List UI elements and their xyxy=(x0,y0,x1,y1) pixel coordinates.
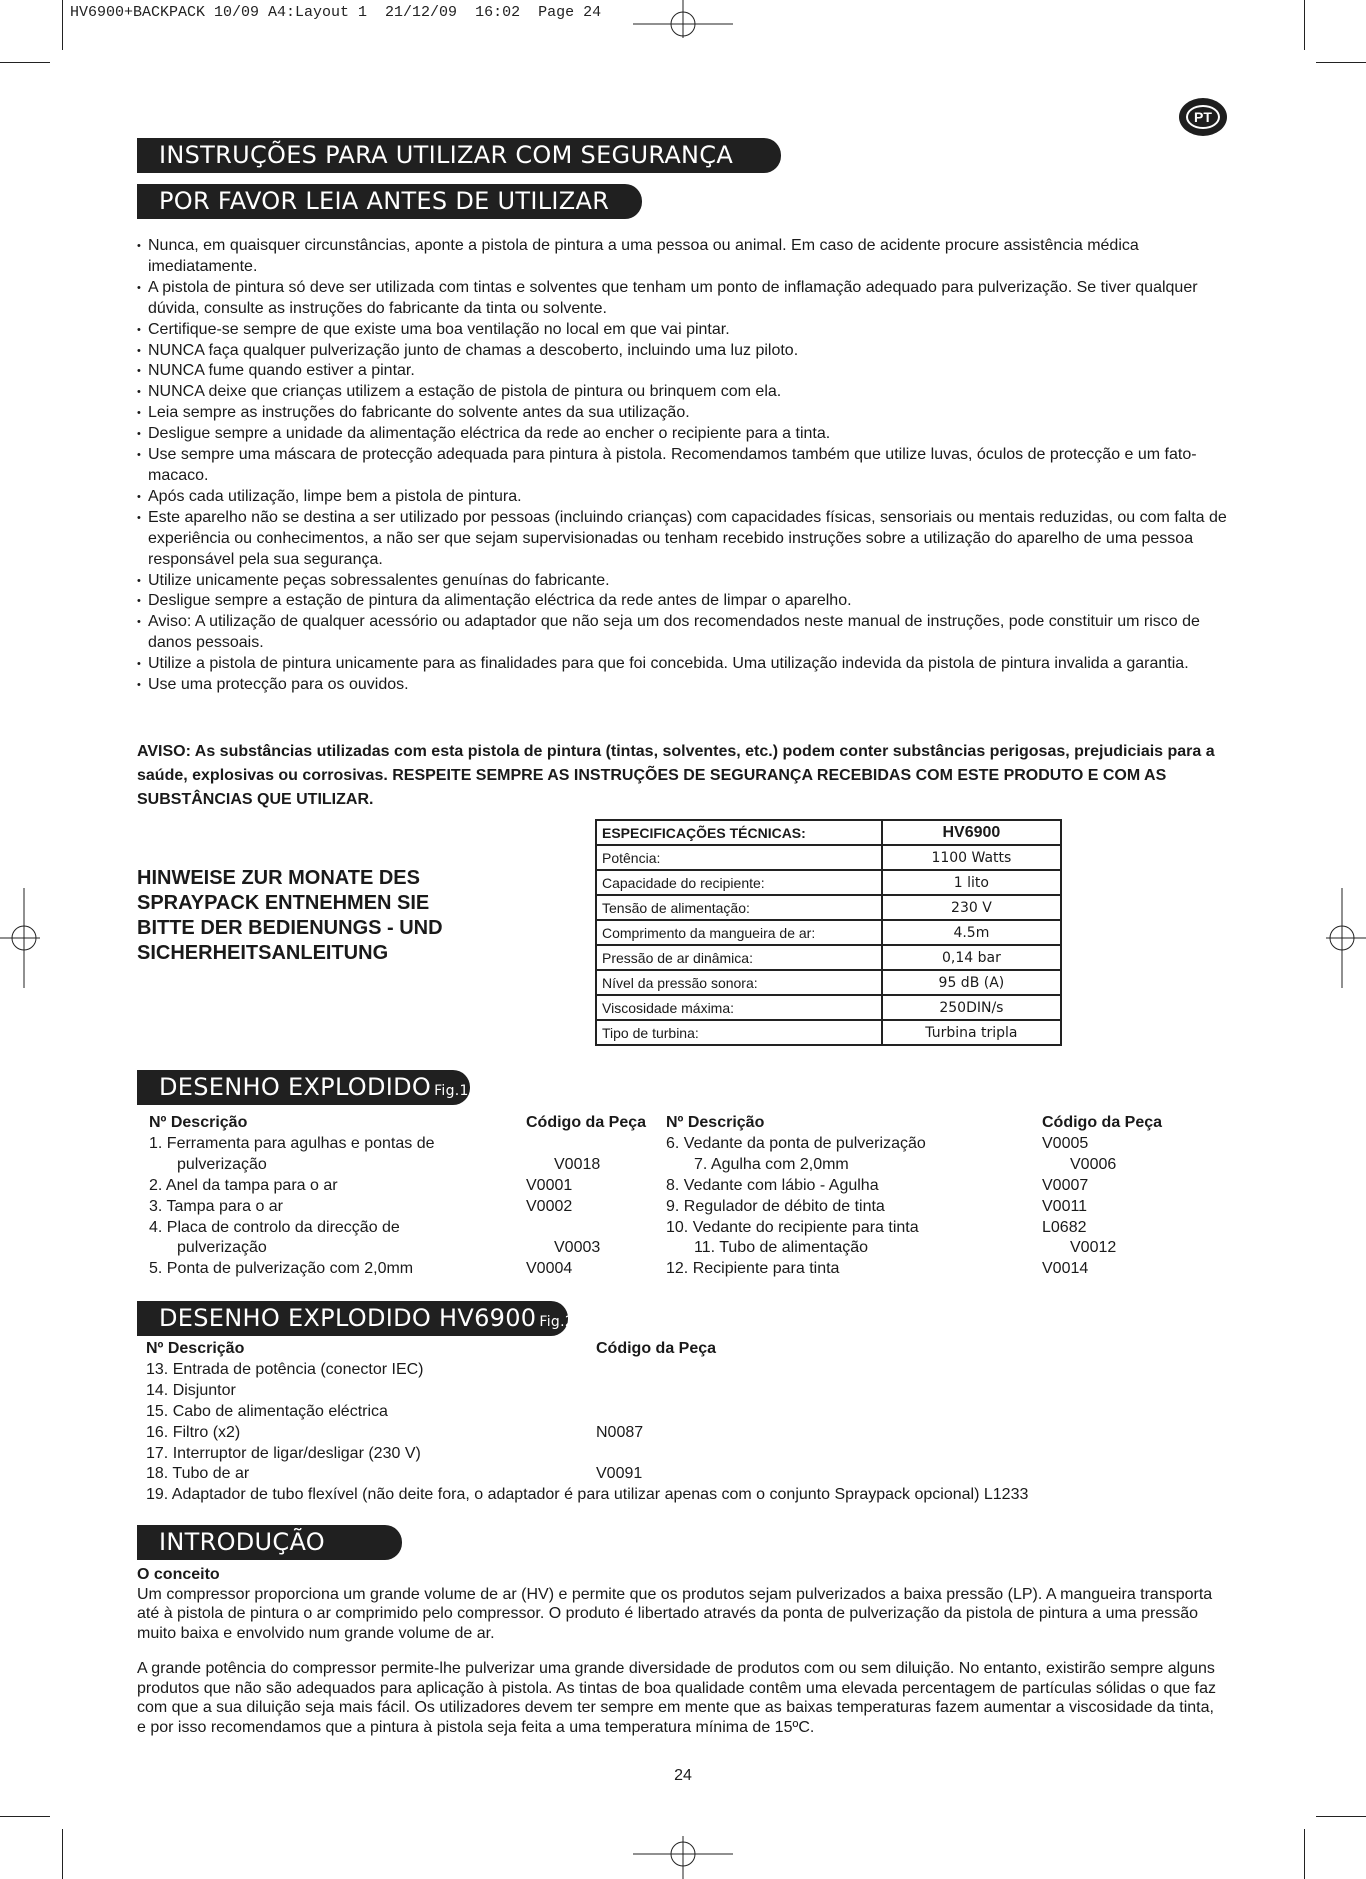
part-description: 2. Anel da tampa para o ar xyxy=(149,1176,338,1194)
part-description: 4. Placa de controlo da direcção de xyxy=(149,1218,400,1236)
part-code: V0005 xyxy=(1042,1134,1089,1152)
read-first-banner-title: POR FAVOR LEIA ANTES DE UTILIZAR xyxy=(159,187,610,215)
introduction-text xyxy=(137,1565,1227,1753)
page-number: 24 xyxy=(674,1767,692,1784)
table-row xyxy=(149,1176,1210,1197)
part-code: N0087 xyxy=(596,1423,644,1441)
crop-mark xyxy=(1304,1829,1305,1879)
table-row xyxy=(146,1402,1028,1423)
table-row xyxy=(596,970,1061,995)
introduction-title: INTRODUÇÃO xyxy=(159,1528,325,1556)
list-item: • Use uma protecção para os ouvidos. xyxy=(137,675,1227,696)
list-item: • Este aparelho não se destina a ser utilizado por pessoas (incluindo crianças) com capacidades físicas, sensoriais ou mentais reduzidas, ou com falta de experiência ou conhecimentos, a não ser que sejam supervisionadas ou tenham recebido instruções sobre a utilização do aparelho de uma pessoa responsável pela sua segurança. xyxy=(137,508,1227,571)
introduction-subtitle: O conceito xyxy=(137,1566,220,1583)
part-description: 17. Interruptor de ligar/desligar (230 V) xyxy=(146,1444,421,1462)
part-code: V0004 xyxy=(526,1260,573,1278)
print-slug: HV6900+BACKPACK 10/09 A4:Layout 1 21/12/09 16:02 Page 24 xyxy=(70,4,602,21)
german-note: HINWEISE ZUR MONATE DES SPRAYPACK ENTNEHMEN SIE BITTE DER BEDIENUNGS - UND SICHERHEITSANLEITUNG xyxy=(137,867,443,964)
list-item: • Aviso: A utilização de qualquer acessório ou adaptador que não seja um dos recomendados neste manual de instruções, pode constituir um risco de danos pessoais. xyxy=(137,612,1227,654)
parts-list-header xyxy=(149,1113,1210,1134)
table-row xyxy=(149,1155,1210,1176)
read-first-banner xyxy=(137,184,642,219)
spec-table xyxy=(595,819,1062,1046)
part-code: V0002 xyxy=(526,1197,573,1215)
part-description: 15. Cabo de alimentação eléctrica xyxy=(146,1402,388,1420)
table-row xyxy=(149,1134,1210,1155)
table-row xyxy=(596,995,1061,1020)
crop-mark xyxy=(1316,1816,1366,1817)
crop-mark xyxy=(1316,62,1366,63)
spec-label: Viscosidade máxima: xyxy=(596,995,882,1020)
column-header-description: Nº Descrição xyxy=(146,1340,245,1357)
spec-value: Turbina tripla xyxy=(882,1020,1061,1045)
spec-value: 95 dB (A) xyxy=(882,970,1061,995)
part-description: 16. Filtro (x2) xyxy=(146,1423,241,1441)
part-description: 18. Tubo de ar xyxy=(146,1465,250,1483)
hazard-warning: AVISO: As substâncias utilizadas com esta pistola de pintura (tintas, solventes, etc.) podem conter substâncias perigosas, prejudiciais para a saúde, explosivas ou corrosivas. RESPEITE SEMPRE AS INSTRUÇÕES DE SEGURANÇA RECEBIDAS COM ESTE PRODUTO E COM AS SUBSTÂNCIAS QUE UTILIZAR. xyxy=(137,743,1215,808)
part-description: 12. Recipiente para tinta xyxy=(666,1260,840,1278)
crop-mark xyxy=(1304,0,1305,50)
table-row xyxy=(146,1360,1028,1381)
table-row xyxy=(596,945,1061,970)
table-row xyxy=(596,845,1061,870)
list-item: • Desligue sempre a unidade da alimentação eléctrica da rede ao encher o recipiente para a tinta. xyxy=(137,424,1227,445)
table-row xyxy=(146,1381,1028,1402)
crop-mark xyxy=(0,62,50,63)
list-item: • NUNCA deixe que crianças utilizem a estação de pistola de pintura ou brinquem com ela. xyxy=(137,382,1227,403)
exploded-drawing-hv6900-title: DESENHO EXPLODIDO HV6900 xyxy=(159,1304,537,1332)
table-row xyxy=(146,1485,1028,1506)
table-row xyxy=(149,1197,1210,1218)
column-header-code: Código da Peça xyxy=(526,1114,647,1131)
part-description: 6. Vedante da ponta de pulverização xyxy=(666,1134,926,1152)
list-item: • Leia sempre as instruções do fabricante do solvente antes da sua utilização. xyxy=(137,403,1227,424)
spec-label: Capacidade do recipiente: xyxy=(596,870,882,895)
part-code: V0011 xyxy=(1042,1197,1088,1215)
figure-label: Fig.1 xyxy=(434,1083,469,1099)
part-code: V0012 xyxy=(1070,1239,1117,1257)
part-description: pulverização xyxy=(177,1155,267,1173)
part-code: V0091 xyxy=(596,1465,643,1483)
list-item: • Certifique-se sempre de que existe uma boa ventilação no local em que vai pintar. xyxy=(137,320,1227,341)
table-row xyxy=(596,870,1061,895)
spec-value: 4.5m xyxy=(882,920,1061,945)
list-item: • NUNCA faça qualquer pulverização junto de chamas a descoberto, incluindo uma luz piloto. xyxy=(137,341,1227,362)
table-row xyxy=(596,920,1061,945)
list-item: • Utilize a pistola de pintura unicamente para as finalidades para que foi concebida. Uma utilização indevida da pistola de pintura invalida a garantia. xyxy=(137,654,1227,675)
spec-label: Nível da pressão sonora: xyxy=(596,970,882,995)
part-description: 19. Adaptador de tubo flexível (não deite fora, o adaptador é para utilizar apenas com o conjunto Spraypack opcional) L1233 xyxy=(146,1486,1029,1504)
table-row xyxy=(149,1259,1210,1280)
spec-label: Potência: xyxy=(596,845,882,870)
spec-label: Comprimento da mangueira de ar: xyxy=(596,920,882,945)
part-code: V0001 xyxy=(526,1176,573,1194)
safety-banner xyxy=(137,138,781,173)
language-badge xyxy=(1179,98,1227,136)
part-code: V0003 xyxy=(554,1239,601,1257)
column-header-description: Nº Descrição xyxy=(149,1114,248,1131)
spec-header-label: ESPECIFICAÇÕES TÉCNICAS: xyxy=(596,820,882,845)
registration-mark-icon xyxy=(633,1836,733,1879)
table-row xyxy=(146,1444,1028,1465)
list-item: • Use sempre uma máscara de protecção adequada para pintura à pistola. Recomendamos também que utilize luvas, óculos de protecção e um fato-macaco. xyxy=(137,445,1227,487)
parts-list-fig1 xyxy=(149,1113,1210,1280)
column-header-code: Código da Peça xyxy=(596,1340,717,1357)
exploded-drawing-hv6900-banner xyxy=(137,1301,575,1336)
part-description: 3. Tampa para o ar xyxy=(149,1197,284,1215)
registration-mark-icon xyxy=(633,0,733,40)
crop-mark xyxy=(62,0,63,50)
column-header-code: Código da Peça xyxy=(1042,1114,1163,1131)
list-item: • Utilize unicamente peças sobressalentes genuínas do fabricante. xyxy=(137,571,1227,592)
part-code: V0006 xyxy=(1070,1155,1117,1173)
exploded-drawing-title: DESENHO EXPLODIDO xyxy=(159,1073,432,1101)
registration-mark-icon xyxy=(1326,888,1366,988)
part-code: L0682 xyxy=(1042,1218,1087,1236)
table-row xyxy=(149,1238,1210,1259)
safety-bullet-list xyxy=(137,236,1227,696)
introduction-paragraph: A grande potência do compressor permite-lhe pulverizar uma grande diversidade de produtos com ou sem diluição. No entanto, existirão sempre alguns produtos que não são adequados para aplicação à pistola. As tintas de boa qualidade contêm uma elevada percentagem de partículas sólidas o que faz com que a sua diluição seja mais fácil. Os utilizadores devem ter sempre em mente que as baixas temperaturas fazem aumentar a viscosidade da tinta, e por isso recomendamos que a pintura à pistola seja feita a uma temperatura mínima de 15ºC. xyxy=(137,1660,1216,1736)
part-code xyxy=(526,1218,666,1239)
introduction-banner xyxy=(137,1525,402,1560)
part-description: 1. Ferramenta para agulhas e pontas de xyxy=(149,1134,435,1152)
spec-label: Pressão de ar dinâmica: xyxy=(596,945,882,970)
language-badge-label: PT xyxy=(1186,105,1220,129)
spec-header-model: HV6900 xyxy=(882,820,1061,845)
table-row xyxy=(596,1020,1061,1045)
table-row xyxy=(146,1423,1028,1444)
figure-label: Fig.2 xyxy=(539,1314,575,1330)
parts-list-header xyxy=(146,1339,1028,1360)
registration-mark-icon xyxy=(0,888,40,988)
part-code: V0018 xyxy=(554,1155,601,1173)
column-header-description: Nº Descrição xyxy=(666,1114,765,1131)
table-row xyxy=(149,1218,1210,1239)
spec-value: 230 V xyxy=(882,895,1061,920)
crop-mark xyxy=(0,1816,50,1817)
safety-banner-title: INSTRUÇÕES PARA UTILIZAR COM SEGURANÇA xyxy=(159,141,734,169)
spec-label: Tipo de turbina: xyxy=(596,1020,882,1045)
spec-value: 0,14 bar xyxy=(882,945,1061,970)
table-row xyxy=(146,1464,1028,1485)
part-description: 9. Regulador de débito de tinta xyxy=(666,1197,885,1215)
exploded-drawing-banner xyxy=(137,1070,470,1105)
part-code: V0007 xyxy=(1042,1176,1089,1194)
spec-value: 1 lito xyxy=(882,870,1061,895)
part-description: 5. Ponta de pulverização com 2,0mm xyxy=(149,1260,414,1278)
list-item: • Após cada utilização, limpe bem a pistola de pintura. xyxy=(137,487,1227,508)
spec-table-header xyxy=(596,820,1061,845)
part-description: 10. Vedante do recipiente para tinta xyxy=(666,1218,919,1236)
part-description: 7. Agulha com 2,0mm xyxy=(694,1155,849,1173)
spec-value: 250DIN/s xyxy=(882,995,1061,1020)
crop-mark xyxy=(62,1829,63,1879)
introduction-paragraph: Um compressor proporciona um grande volume de ar (HV) e permite que os produtos sejam pulverizados a baixa pressão (LP). A mangueira transporta até à pistola de pintura o ar comprimido pelo compressor. O produto é libertado através da ponta de pulverização da pistola de pintura a uma pressão muito baixa e envolvido num grande volume de ar. xyxy=(137,1585,1213,1642)
spec-label: Tensão de alimentação: xyxy=(596,895,882,920)
part-description: 8. Vedante com lábio - Agulha xyxy=(666,1176,879,1194)
table-row xyxy=(596,895,1061,920)
list-item: • NUNCA fume quando estiver a pintar. xyxy=(137,361,1227,382)
parts-list-fig2 xyxy=(146,1339,1028,1506)
list-item: • A pistola de pintura só deve ser utilizada com tintas e solventes que tenham um ponto de inflamação adequado para pulverização. Se tiver qualquer dúvida, consulte as instruções do fabricante da tinta ou solvente. xyxy=(137,278,1227,320)
list-item: • Desligue sempre a estação de pintura da alimentação eléctrica da rede antes de limpar o aparelho. xyxy=(137,591,1227,612)
part-description: 11. Tubo de alimentação xyxy=(694,1239,869,1257)
spec-value: 1100 Watts xyxy=(882,845,1061,870)
part-code: V0014 xyxy=(1042,1260,1089,1278)
part-code xyxy=(526,1134,666,1155)
part-description: 13. Entrada de potência (conector IEC) xyxy=(146,1360,424,1378)
part-description: pulverização xyxy=(177,1239,267,1257)
part-description: 14. Disjuntor xyxy=(146,1381,236,1399)
list-item: • Nunca, em quaisquer circunstâncias, aponte a pistola de pintura a uma pessoa ou animal. Em caso de acidente procure assistência médica imediatamente. xyxy=(137,236,1227,278)
